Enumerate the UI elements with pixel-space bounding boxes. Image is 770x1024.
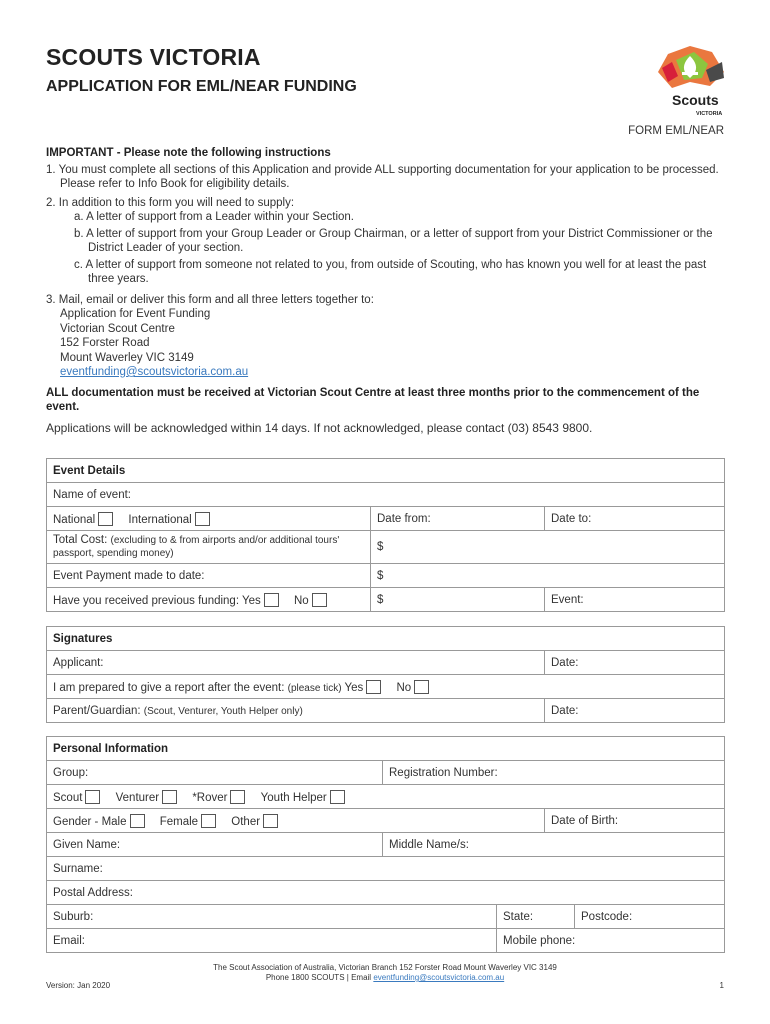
instruction-2b: b. A letter of support from your Group Leader or Group Chairman, or a letter of support from your District Commissioner or the District Leader of your section. [74,227,713,254]
middle-name-field[interactable]: Middle Name/s: [383,833,725,857]
signatures-heading: Signatures [47,627,725,651]
important-heading: IMPORTANT - Please note the following instructions [46,147,331,159]
address-line-1: Application for Event Funding [60,308,211,320]
page-number: 1 [719,981,724,990]
suburb-field[interactable]: Suburb: [47,905,497,929]
section-row: Scout Venturer *Rover Youth Helper [47,785,725,809]
logo-text: Scouts [672,92,719,108]
instruction-2a: a. A letter of support from a Leader within your Section. [74,211,354,223]
state-field[interactable]: State: [497,905,575,929]
instruction-2c: c. A letter of support from someone not related to you, from outside of Scouting, who has known you well for at least the past three years. [74,258,707,285]
report-row: I am prepared to give a report after the event: (please tick) Yes No [47,675,725,699]
email-field[interactable]: Email: [47,929,497,953]
previous-funding-row: Have you received previous funding: Yes No [47,588,371,612]
previous-funding-no-checkbox[interactable] [312,593,327,607]
previous-funding-yes-checkbox[interactable] [264,593,279,607]
address-line-4: Mount Waverley VIC 3149 [60,351,194,364]
postal-address-field[interactable]: Postal Address: [47,881,725,905]
signatures-section [46,626,725,723]
postcode-field[interactable]: Postcode: [575,905,725,929]
instruction-3: 3. Mail, email or deliver this form and all three letters together to: [46,293,374,306]
date-to-field[interactable]: Date to: [545,507,725,531]
surname-field[interactable]: Surname: [47,857,725,881]
form-subtitle: APPLICATION FOR EML/NEAR FUNDING [46,78,357,95]
previous-event-field[interactable]: Event: [545,588,725,612]
rover-checkbox[interactable] [230,790,245,804]
footer-address: The Scout Association of Australia, Victorian Branch 152 Forster Road Mount Waverley VIC 3149 [213,963,557,972]
parent-signature-field[interactable]: Parent/Guardian: (Scout, Venturer, Youth Helper only) [47,699,545,723]
youth-helper-checkbox[interactable] [330,790,345,804]
other-gender-checkbox[interactable] [263,814,278,828]
date-from-field[interactable]: Date from: [371,507,545,531]
registration-number-field[interactable]: Registration Number: [383,761,725,785]
footer-phone: Phone 1800 SCOUTS [265,973,345,982]
address-line-3: 152 Forster Road [60,337,150,349]
instructions [46,146,726,435]
personal-information-heading: Personal Information [47,737,725,761]
deadline-notice: ALL documentation must be received at Victorian Scout Centre at least three months prior to the commencement of the event. [46,386,700,413]
form-id: FORM EML/NEAR [628,125,724,137]
logo-subtext: VICTORIA [696,111,723,117]
instruction-1: 1. You must complete all sections of this Application and provide ALL supporting documentation for your application to be processed. Please refer to Info Book for eligibility details. [46,163,719,190]
applicant-date-field[interactable]: Date: [545,651,725,675]
funding-email-link[interactable]: eventfunding@scoutsvictoria.com.au [60,366,249,378]
scout-checkbox[interactable] [85,790,100,804]
national-checkbox[interactable] [98,512,113,526]
date-of-birth-field[interactable]: Date of Birth: [545,809,725,833]
address-line-2: Victorian Scout Centre [60,322,175,335]
footer-email-link[interactable]: eventfunding@scoutsvictoria.com.au [373,973,505,982]
report-yes-checkbox[interactable] [366,680,381,694]
given-name-field[interactable]: Given Name: [47,833,383,857]
footer: The Scout Association of Australia, Victorian Branch 152 Forster Road Mount Waverley VIC 3149 Phone 1800 SCOUTS | Email eventfunding@scoutsvictoria.com.au [0,963,770,983]
acknowledgement-notice: Applications will be acknowledged within 14 days. If not acknowledged, please contact (03) 8543 9800. [46,420,593,435]
total-cost-field[interactable]: $ [371,531,725,564]
event-type-row: National International [47,507,371,531]
gender-row: Gender - Male Female Other [47,809,545,833]
report-no-checkbox[interactable] [414,680,429,694]
scouts-victoria-logo [650,42,730,118]
form-title: SCOUTS VICTORIA [46,44,261,70]
venturer-checkbox[interactable] [162,790,177,804]
payment-field[interactable]: $ [371,564,725,588]
parent-date-field[interactable]: Date: [545,699,725,723]
event-name-field[interactable]: Name of event: [47,483,725,507]
event-details-heading: Event Details [47,459,725,483]
group-field[interactable]: Group: [47,761,383,785]
previous-funding-amount-field[interactable]: $ [371,588,545,612]
personal-information-section [46,736,725,953]
mobile-phone-field[interactable]: Mobile phone: [497,929,725,953]
version-label: Version: Jan 2020 [46,981,111,990]
event-details-section [46,458,725,612]
instruction-2: 2. In addition to this form you will need to supply: [46,196,295,209]
male-checkbox[interactable] [130,814,145,828]
payment-label: Event Payment made to date: [47,564,371,588]
applicant-signature-field[interactable]: Applicant: [47,651,545,675]
total-cost-label: Total Cost: (excluding to & from airports and/or additional tours' passport, spending money) [47,531,371,564]
female-checkbox[interactable] [201,814,216,828]
international-checkbox[interactable] [195,512,210,526]
